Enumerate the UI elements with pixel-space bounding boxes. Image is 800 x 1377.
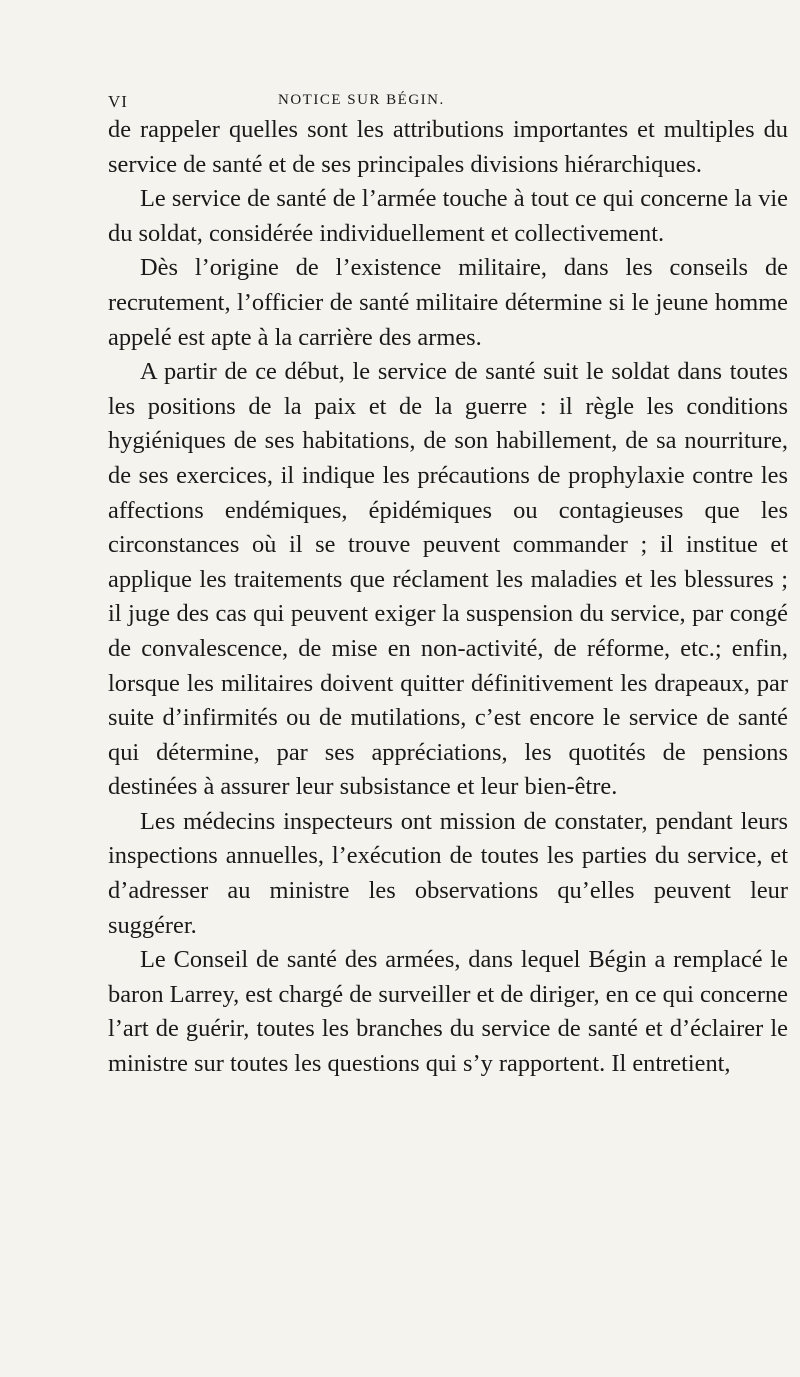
paragraph: Les médecins inspecteurs ont mission de constater, pendant leurs inspections annuelles, l’exécution de toutes les parties du service, et d’adresser au ministre les observations qu’elles peuvent leur suggérer. [108, 807, 788, 939]
running-title: NOTICE SUR BÉGIN. [278, 92, 445, 108]
paragraph: Le service de santé de l’armée touche à tout ce qui concerne la vie du soldat, considérée individuellement et collectivement. [108, 185, 788, 247]
paragraph: Dès l’origine de l’existence militaire, dans les conseils de recrutement, l’officier de santé militaire détermine si le jeune homme appelé est apte à la carrière des armes. [108, 254, 788, 351]
body-text [108, 113, 788, 1082]
paragraph: A partir de ce début, le service de santé suit le soldat dans toutes les positions de la paix et de la guerre : il règle les conditions hygiéniques de ses habitations, de son habillement, de sa nourriture, de ses exercices, il indique les précautions de prophylaxie contre les affections endémiques, épidémiques ou contagieuses que les circonstances où il se trouve peuvent commander ; il institue et applique les traitements que réclament les maladies et les blessures ; il juge des cas qui peuvent exiger la suspension du service, par congé de convalescence, de mise en non-activité, de réforme, etc.; enfin, lorsque les militaires doivent quitter définitivement les drapeaux, par suite d’infirmités ou de mutilations, c’est encore le service de santé qui détermine, par ses appréciations, les quotités de pensions destinées à assurer leur subsistance et leur bien-être. [108, 358, 788, 801]
paragraph: de rappeler quelles sont les attributions importantes et multiples du service de santé et de ses principales divisions hiérarchiques. [108, 116, 788, 178]
page-number: VI [108, 92, 128, 111]
paragraph: Le Conseil de santé des armées, dans lequel Bégin a remplacé le baron Larrey, est chargé de surveiller et de diriger, en ce qui concerne l’art de guérir, toutes les branches du service de santé et d’éclairer le ministre sur toutes les questions qui s’y rapportent. Il entretient, [108, 946, 788, 1078]
running-head [108, 92, 720, 114]
